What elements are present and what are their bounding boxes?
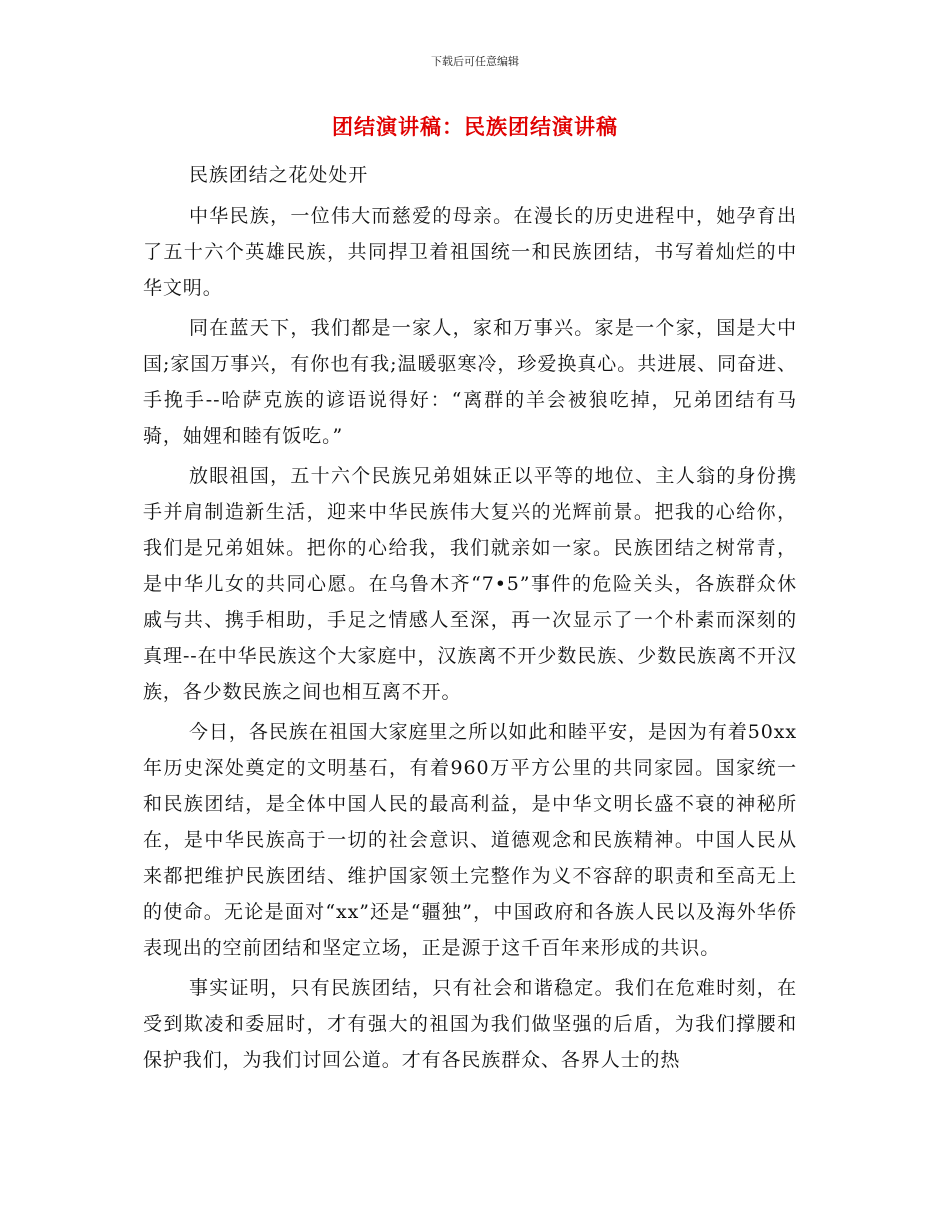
document-title: 团结演讲稿：民族团结演讲稿 bbox=[332, 115, 618, 139]
document-subtitle: 民族团结之花处处开 bbox=[189, 164, 369, 186]
paragraph: 中华民族，一位伟大而慈爱的母亲。在漫长的历史进程中，她孕育出了五十六个英雄民族，共同捍卫着祖国统一和民族团结，书写着灿烂的中华文明。 bbox=[143, 205, 797, 299]
paragraph: 放眼祖国，五十六个民族兄弟姐妹正以平等的地位、主人翁的身份携手并肩制造新生活，迎来中华民族伟大复兴的光辉前景。把我的心给你，我们是兄弟姐妹。把你的心给我，我们就亲如一家。民族团结之树常青，是中华儿女的共同心愿。在乌鲁木齐“7•5”事件的危险关头，各族群众休戚与共、携手相助，手足之情感人至深，再一次显示了一个朴素而深刻的真理--在中华民族这个大家庭中，汉族离不开少数民族、少数民族离不开汉族，各少数民族之间也相互离不开。 bbox=[143, 465, 797, 703]
paragraph: 同在蓝天下，我们都是一家人，家和万事兴。家是一个家，国是大中国;家国万事兴，有你也有我;温暖驱寒冷，珍爱换真心。共进展、同奋进、手挽手--哈萨克族的谚语说得好：“离群的羊会被狼吃掉，兄弟团结有马骑，妯娌和睦有饭吃。” bbox=[143, 317, 797, 447]
header-note: 下载后可任意编辑 bbox=[431, 55, 519, 68]
paragraph: 今日，各民族在祖国大家庭里之所以如此和睦平安，是因为有着50xx年历史深处奠定的文明基石，有着960万平方公里的共同家园。国家统一和民族团结，是全体中国人民的最高利益，是中华文明长盛不衰的神秘所在，是中华民族高于一切的社会意识、道德观念和民族精神。中国人民从来都把维护民族团结、维护国家领土完整作为义不容辞的职责和至高无上的使命。无论是面对“xx”还是“疆独”，中国政府和各族人民以及海外华侨表现出的空前团结和坚定立场，正是源于这千百年来形成的共识。 bbox=[143, 721, 797, 959]
document-body bbox=[143, 159, 797, 1078]
paragraph: 事实证明，只有民族团结，只有社会和谐稳定。我们在危难时刻，在受到欺凌和委屈时，才有强大的祖国为我们做坚强的后盾，为我们撑腰和保护我们，为我们讨回公道。才有各民族群众、各界人士的热 bbox=[143, 977, 797, 1071]
